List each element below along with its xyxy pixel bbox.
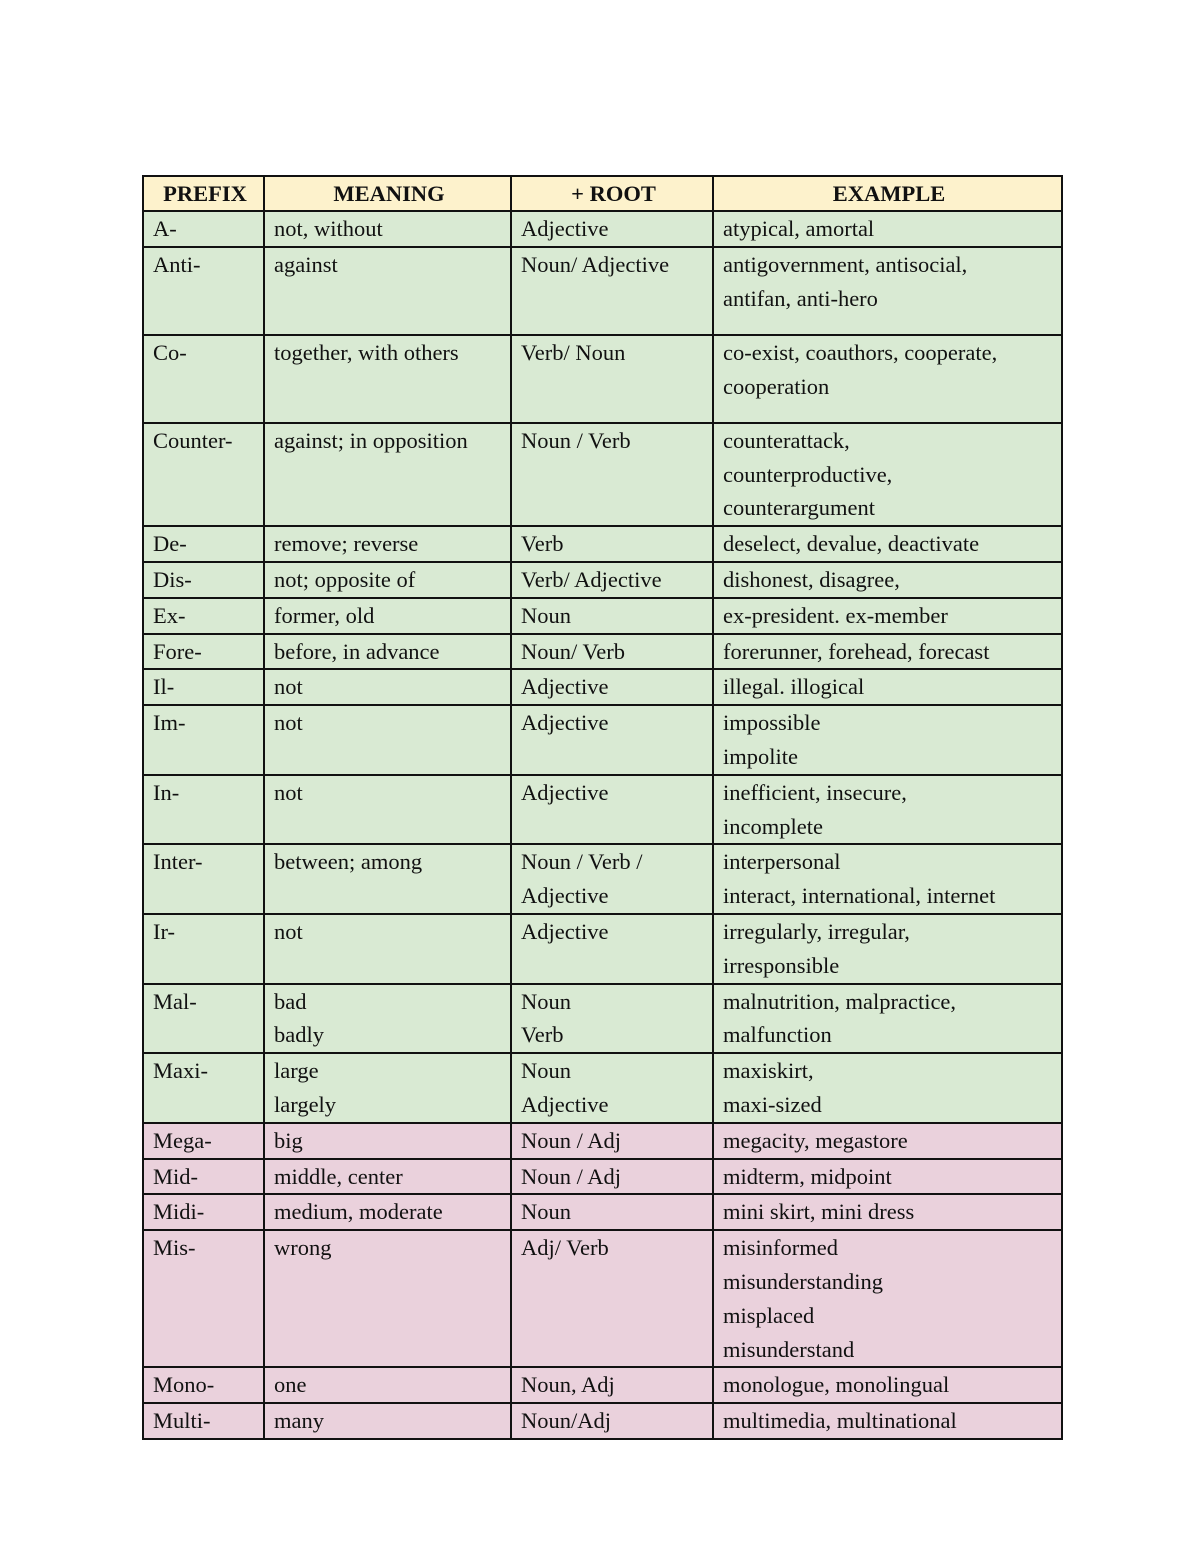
root-cell <box>511 1159 713 1195</box>
meaning-cell <box>264 1053 511 1123</box>
example-line: forerunner, forehead, forecast <box>723 638 990 664</box>
root-line: Verb <box>521 1022 564 1048</box>
root-line: Noun <box>521 602 571 628</box>
example-line: inefficient, insecure, <box>723 779 907 805</box>
meaning-cell <box>264 914 511 984</box>
meaning-line: not <box>274 918 303 944</box>
example-line: cooperation <box>723 373 830 399</box>
meaning-cell <box>264 335 511 423</box>
root-line: Noun / Adj <box>521 1163 622 1189</box>
root-line: Noun <box>521 1199 571 1225</box>
example-line: interact, international, internet <box>723 883 996 909</box>
root-line: Noun / Verb <box>521 427 631 453</box>
example-line: midterm, midpoint <box>723 1163 892 1189</box>
example-line: misplaced <box>723 1302 815 1328</box>
meaning-line: bad <box>274 988 307 1014</box>
example-line: deselect, devalue, deactivate <box>723 531 980 557</box>
table-row <box>143 211 1062 247</box>
prefix-cell: Im- <box>143 705 264 775</box>
meaning-cell <box>264 984 511 1054</box>
example-cell <box>713 526 1062 562</box>
table-row <box>143 1403 1062 1439</box>
table-row <box>143 634 1062 670</box>
root-line: Adjective <box>521 216 609 241</box>
table-row <box>143 423 1062 526</box>
prefix-cell: Fore- <box>143 634 264 670</box>
meaning-cell <box>264 1194 511 1230</box>
example-line: misunderstanding <box>723 1268 883 1294</box>
root-line: Noun <box>521 1058 571 1084</box>
example-line: atypical, amortal <box>723 216 875 241</box>
root-cell <box>511 1123 713 1159</box>
example-line: illegal. illogical <box>723 674 865 700</box>
meaning-cell <box>264 423 511 526</box>
example-cell <box>713 844 1062 914</box>
example-line: malfunction <box>723 1022 832 1048</box>
example-line: co-exist, coauthors, cooperate, <box>723 339 998 365</box>
meaning-cell <box>264 1230 511 1367</box>
prefix-cell: Inter- <box>143 844 264 914</box>
meaning-line: medium, moderate <box>274 1199 443 1225</box>
example-cell <box>713 914 1062 984</box>
root-line: Adjective <box>521 883 609 909</box>
example-line: maxiskirt, <box>723 1058 814 1084</box>
example-line: incomplete <box>723 813 823 839</box>
prefix-cell: Anti- <box>143 247 264 335</box>
root-line: Noun/Adj <box>521 1408 611 1434</box>
root-cell <box>511 914 713 984</box>
example-line: irregularly, irregular, <box>723 918 910 944</box>
prefix-cell: Il- <box>143 669 264 705</box>
meaning-line: badly <box>274 1022 324 1048</box>
example-cell <box>713 1367 1062 1403</box>
meaning-cell <box>264 1159 511 1195</box>
meaning-line: many <box>274 1408 324 1434</box>
meaning-line: before, in advance <box>274 638 440 664</box>
example-line: dishonest, disagree, <box>723 566 900 592</box>
meaning-line: against <box>274 251 338 277</box>
meaning-line: not <box>274 710 303 736</box>
root-cell <box>511 1194 713 1230</box>
example-cell <box>713 775 1062 845</box>
example-line: misunderstand <box>723 1336 855 1362</box>
example-line: interpersonal <box>723 849 841 875</box>
table-row <box>143 914 1062 984</box>
root-cell <box>511 562 713 598</box>
table-row <box>143 1123 1062 1159</box>
root-cell <box>511 335 713 423</box>
table-row <box>143 526 1062 562</box>
root-cell <box>511 705 713 775</box>
example-line: counterargument <box>723 495 876 521</box>
meaning-line: largely <box>274 1091 337 1117</box>
root-cell <box>511 669 713 705</box>
example-cell <box>713 669 1062 705</box>
meaning-cell <box>264 562 511 598</box>
meaning-line: between; among <box>274 849 423 875</box>
prefix-cell: Dis- <box>143 562 264 598</box>
meaning-cell <box>264 844 511 914</box>
example-line: antifan, anti-hero <box>723 285 878 311</box>
prefix-cell: Mal- <box>143 984 264 1054</box>
prefix-cell: De- <box>143 526 264 562</box>
meaning-line: one <box>274 1372 307 1398</box>
root-line: Noun, Adj <box>521 1372 615 1398</box>
example-cell <box>713 1053 1062 1123</box>
prefix-cell: Co- <box>143 335 264 423</box>
meaning-cell <box>264 1403 511 1439</box>
root-cell <box>511 1230 713 1367</box>
prefix-cell: Ex- <box>143 598 264 634</box>
example-line: counterattack, <box>723 427 850 453</box>
meaning-line: not; opposite of <box>274 566 416 592</box>
table-row <box>143 844 1062 914</box>
table-row <box>143 335 1062 423</box>
meaning-line: not <box>274 779 303 805</box>
example-line: antigovernment, antisocial, <box>723 251 968 277</box>
table-row <box>143 247 1062 335</box>
prefix-cell: In- <box>143 775 264 845</box>
root-line: Verb/ Noun <box>521 339 626 365</box>
table-row <box>143 775 1062 845</box>
example-cell <box>713 211 1062 247</box>
meaning-cell <box>264 669 511 705</box>
example-cell <box>713 1123 1062 1159</box>
root-line: Noun <box>521 988 571 1014</box>
root-cell <box>511 526 713 562</box>
meaning-cell <box>264 1123 511 1159</box>
root-line: Adjective <box>521 779 609 805</box>
meaning-line: former, old <box>274 602 375 628</box>
table-row <box>143 1194 1062 1230</box>
root-cell <box>511 844 713 914</box>
meaning-cell <box>264 247 511 335</box>
header-prefix: PREFIX <box>143 176 264 211</box>
root-cell <box>511 1367 713 1403</box>
root-line: Noun/ Adjective <box>521 251 670 277</box>
meaning-cell <box>264 1367 511 1403</box>
prefix-cell: Mid- <box>143 1159 264 1195</box>
meaning-cell <box>264 775 511 845</box>
header-row <box>143 176 1062 211</box>
prefix-cell: Maxi- <box>143 1053 264 1123</box>
prefix-table <box>142 175 1063 1440</box>
root-line: Verb <box>521 531 564 557</box>
root-cell <box>511 1053 713 1123</box>
header-root: + ROOT <box>511 176 713 211</box>
example-cell <box>713 562 1062 598</box>
example-line: misinformed <box>723 1235 838 1261</box>
root-line: Noun / Adj <box>521 1127 622 1153</box>
root-line: Adjective <box>521 710 609 736</box>
example-cell <box>713 1159 1062 1195</box>
meaning-cell <box>264 526 511 562</box>
meaning-line: large <box>274 1058 319 1084</box>
root-line: Verb/ Adjective <box>521 566 662 592</box>
prefix-cell: Counter- <box>143 423 264 526</box>
example-cell <box>713 705 1062 775</box>
header-example: EXAMPLE <box>713 176 1062 211</box>
example-line: monologue, monolingual <box>723 1372 950 1398</box>
example-cell <box>713 335 1062 423</box>
table-body <box>143 211 1062 1439</box>
prefix-cell: Multi- <box>143 1403 264 1439</box>
meaning-cell <box>264 705 511 775</box>
example-cell <box>713 598 1062 634</box>
example-cell <box>713 1194 1062 1230</box>
root-cell <box>511 247 713 335</box>
root-cell <box>511 211 713 247</box>
table-row <box>143 1053 1062 1123</box>
meaning-line: big <box>274 1127 303 1153</box>
example-line: ex-president. ex-member <box>723 602 948 628</box>
example-line: multimedia, multinational <box>723 1408 957 1434</box>
root-line: Noun / Verb / <box>521 849 643 875</box>
root-cell <box>511 775 713 845</box>
example-line: counterproductive, <box>723 461 893 487</box>
meaning-cell <box>264 211 511 247</box>
header-meaning: MEANING <box>264 176 511 211</box>
meaning-line: wrong <box>274 1235 332 1261</box>
meaning-line: against; in opposition <box>274 427 468 453</box>
root-line: Adjective <box>521 674 609 700</box>
example-line: impolite <box>723 743 798 769</box>
table-row <box>143 562 1062 598</box>
root-line: Noun/ Verb <box>521 638 625 664</box>
example-cell <box>713 634 1062 670</box>
prefix-cell: A- <box>143 211 264 247</box>
table-row <box>143 1159 1062 1195</box>
prefix-cell: Mega- <box>143 1123 264 1159</box>
example-line: maxi-sized <box>723 1091 822 1117</box>
root-cell <box>511 423 713 526</box>
root-line: Adj/ Verb <box>521 1235 609 1261</box>
table-row <box>143 1230 1062 1367</box>
table-row <box>143 984 1062 1054</box>
meaning-line: not <box>274 674 303 700</box>
example-cell <box>713 247 1062 335</box>
meaning-cell <box>264 598 511 634</box>
example-cell <box>713 984 1062 1054</box>
table-row <box>143 598 1062 634</box>
meaning-line: middle, center <box>274 1163 403 1189</box>
root-cell <box>511 634 713 670</box>
table-row <box>143 1367 1062 1403</box>
example-line: mini skirt, mini dress <box>723 1199 915 1225</box>
table-row <box>143 669 1062 705</box>
example-cell <box>713 1230 1062 1367</box>
example-line: impossible <box>723 710 821 736</box>
root-cell <box>511 984 713 1054</box>
prefix-cell: Midi- <box>143 1194 264 1230</box>
meaning-line: remove; reverse <box>274 531 419 557</box>
example-line: megacity, megastore <box>723 1127 908 1153</box>
example-line: malnutrition, malpractice, <box>723 988 957 1014</box>
table-row <box>143 705 1062 775</box>
meaning-line: not, without <box>274 216 383 241</box>
meaning-cell <box>264 634 511 670</box>
prefix-cell: Mis- <box>143 1230 264 1367</box>
root-cell <box>511 1403 713 1439</box>
example-line: irresponsible <box>723 952 840 978</box>
root-cell <box>511 598 713 634</box>
example-cell <box>713 1403 1062 1439</box>
example-cell <box>713 423 1062 526</box>
root-line: Adjective <box>521 918 609 944</box>
prefix-cell: Mono- <box>143 1367 264 1403</box>
root-line: Adjective <box>521 1091 609 1117</box>
prefix-cell: Ir- <box>143 914 264 984</box>
meaning-line: together, with others <box>274 339 459 365</box>
